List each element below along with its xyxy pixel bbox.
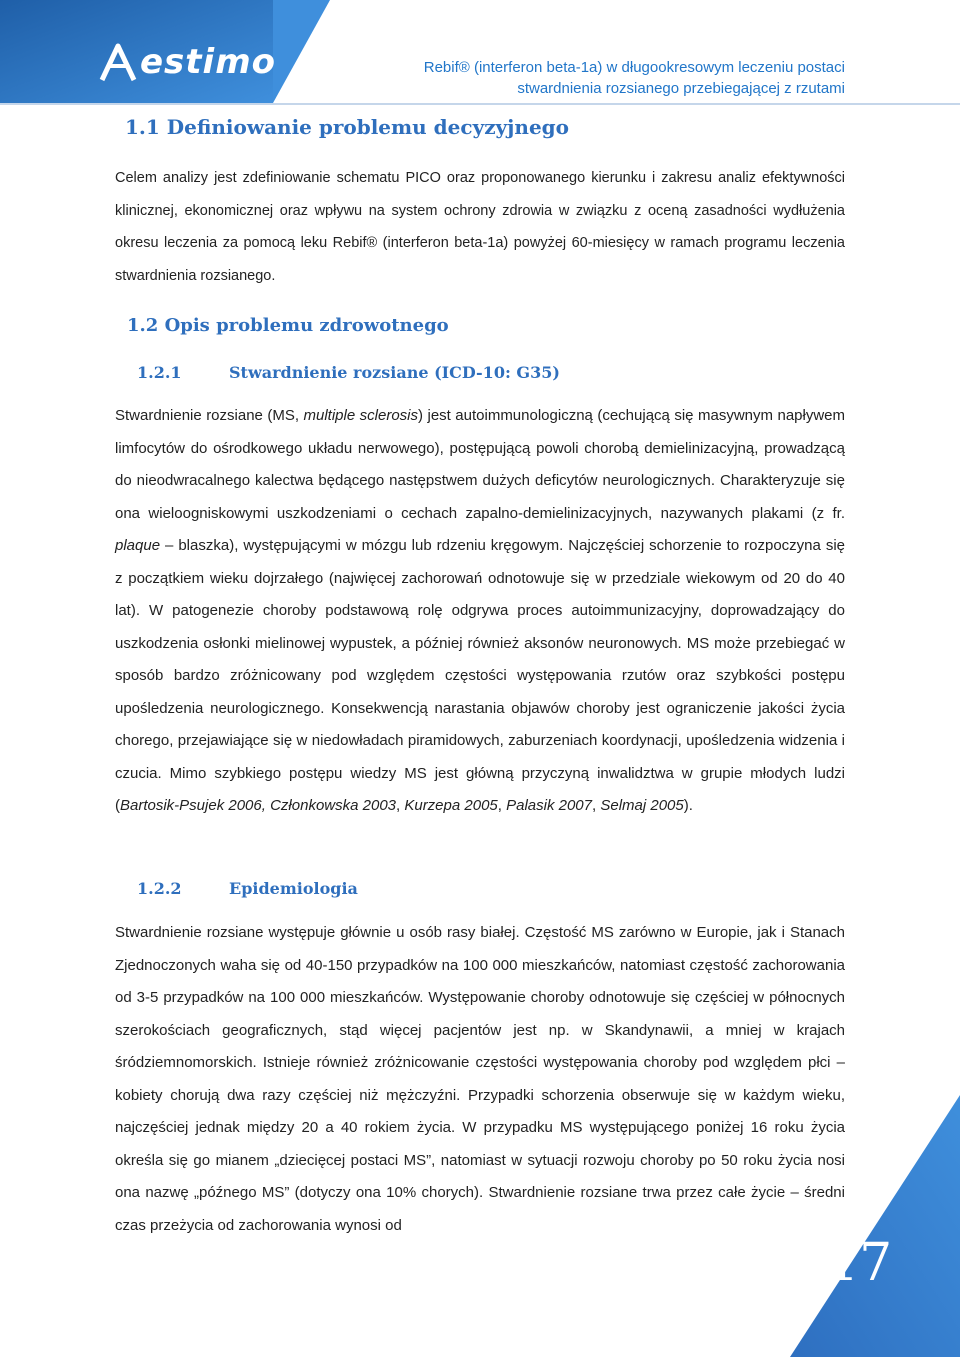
citation: Kurzepa 2005 bbox=[404, 797, 498, 814]
document-title-line-2: stwardnienia rozsianego przebiegającej z rzutami bbox=[517, 80, 845, 97]
section-1-2-2-paragraph: Stwardnienie rozsiane występuje głównie u osób rasy białej. Częstość MS zarówno w Europie, jak i Stanach Zjednoczonych waha się od 40-150 przypadków na 100 000 mieszkańców, natomiast częstość zachorowania od 3-5 przypadków na 100 000 mieszkańców. Występowanie choroby odnotowuje się częściej w północnych szerokościach geograficznych, stąd więcej pacjentów jest np. w Skandynawii, a mniej w krajach śródziemnomorskich. Istnieje również zróżnicowanie częstości występowania choroby pod względem płci – kobiety chorują dwa razy częściej niż mężczyźni. Przypadki schorzenia obserwuje się w każdym wieku, najczęściej jednak między 20 a 40 rokiem życia. W przypadku MS występującego poniżej 16 roku życia określa się go mianem „dziecięcej postaci MS”, natomiast w sytuacji rozwoju choroby po 50 roku życia nosi ona nazwę „późnego MS” (dotyczy ona 10% chorych). Stwardnienie rozsiane trwa przez całe życie – średni czas przeżycia od zachorowania wynosi od bbox=[115, 924, 845, 1234]
section-1-2-2-number: 1.2.2 bbox=[137, 879, 182, 898]
section-1-2-1-heading bbox=[137, 363, 560, 382]
section-1-1-heading: 1.1 Definiowanie problemu decyzyjnego bbox=[125, 115, 569, 139]
citation-separator: , bbox=[497, 797, 507, 814]
citation: Bartosik-Psujek 2006 bbox=[120, 797, 262, 814]
section-1-2-1-title: Stwardnienie rozsiane (ICD-10: G35) bbox=[229, 363, 560, 382]
page-number: 17 bbox=[826, 1233, 893, 1293]
text-run: – blaszka), występującymi w mózgu lub rdzeniu kręgowym. Najczęściej schorzenie to rozpoczyna się z początkiem wieku dojrzałego (najwięcej zachorowań odnotowuje się w przedziale wiekowym od 20 do 40 lat). W patogenezie choroby podstawową rolę odgrywa proces autoimmunizacyjny, doprowadzający do uszkodzenia osłonki mielinowej wypustek, a później również aksonów neuronowych. MS może przebiegać w sposób bardzo zróżnicowany pod względem częstości występowania rzutów oraz szybkości postępu upośledzenia neurologicznego. Konsekwencją narastania objawów choroby jest ograniczenie jakości życia chorego, przejawiające się w niedowładach piramidowych, zaburzeniach koordynacji, upośledzenia widzenia i czucia. Mimo szybkiego postępu wiedzy MS jest główną przyczyną inwalidztwa w grupie młodych ludzi ( bbox=[115, 537, 845, 814]
text-run: ) jest autoimmunologiczną (cechującą się masywnym napływem limfocytów do ośrodkowego układu nerwowego), postępującą powoli chorobą demielinizacyjną, prowadzącą do nieodwracalnego kalectwa będącego następstwem dużych deficytów neurologicznych. Charakteryzuje się ona wieloogniskowymi uszkodzeniami o cechach zapalno-demielinizacyjnych, nazywanych plakami (z fr. bbox=[115, 407, 846, 522]
french-term: plaque bbox=[115, 537, 161, 554]
citation: Selmaj 2005 bbox=[600, 797, 684, 814]
latin-term: multiple sclerosis bbox=[303, 407, 419, 424]
citation-separator: , bbox=[592, 797, 601, 814]
estimo-logo-icon bbox=[98, 42, 138, 82]
citation: Członkowska 2003 bbox=[270, 797, 396, 814]
citation: Palasik 2007 bbox=[506, 797, 592, 814]
section-1-1-paragraph: Celem analizy jest zdefiniowanie schematu PICO oraz proponowanego kierunku i zakresu analiz efektywności klinicznej, ekonomicznej oraz wpływu na system ochrony zdrowia w związku z oceną zasadności wydłużenia okresu leczenia za pomocą leku Rebif® (interferon beta-1a) powyżej 60-miesięcy w ramach programu leczenia stwardnienia rozsianego. bbox=[115, 170, 845, 284]
header-divider bbox=[0, 103, 960, 105]
document-title-line-1: Rebif® (interferon beta-1a) w długookresowym leczeniu postaci bbox=[423, 59, 845, 76]
logo-text: estimo bbox=[140, 42, 276, 82]
citation-separator: , bbox=[261, 797, 271, 814]
text-run: Stwardnienie rozsiane (MS, bbox=[115, 407, 304, 424]
section-1-2-2-title: Epidemiologia bbox=[229, 879, 358, 898]
section-1-2-1-number: 1.2.1 bbox=[137, 363, 182, 382]
text-run: ). bbox=[683, 797, 693, 814]
estimo-logo bbox=[98, 40, 276, 84]
section-1-2-heading: 1.2 Opis problemu zdrowotnego bbox=[127, 315, 449, 336]
corner-triangle-icon bbox=[790, 1095, 960, 1357]
citation-separator: , bbox=[396, 797, 405, 814]
page-header bbox=[0, 0, 960, 120]
document-title bbox=[424, 57, 845, 99]
section-1-2-2-heading bbox=[137, 879, 358, 898]
section-1-2-1-paragraph bbox=[115, 400, 845, 823]
